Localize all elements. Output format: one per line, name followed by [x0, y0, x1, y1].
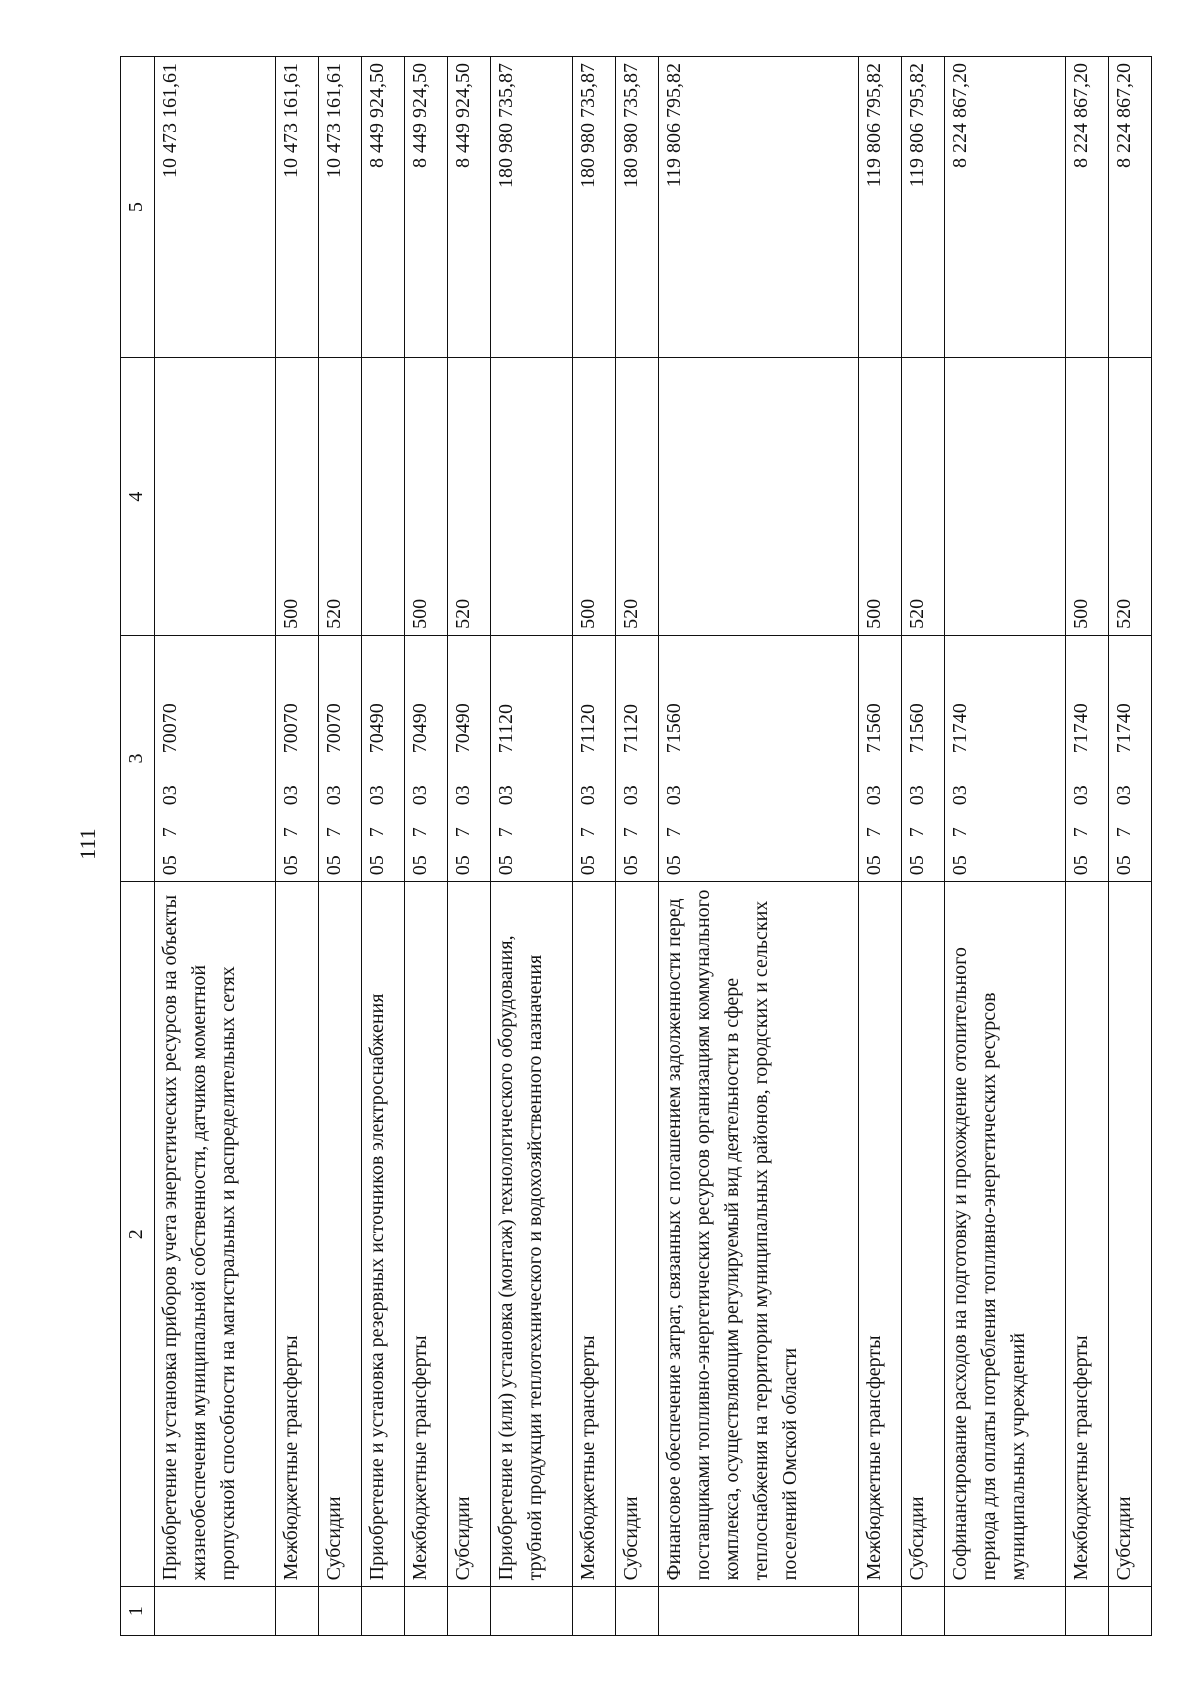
row-name-cell: Межбюджетные трансферты: [1065, 882, 1108, 1587]
table-row-program: [155, 57, 276, 1636]
budget-code: [492, 683, 521, 875]
code-part: 05: [948, 855, 971, 876]
table-row: [1065, 57, 1108, 1636]
code-part: 03: [577, 785, 600, 806]
header-col-4: 4: [121, 358, 155, 635]
code-part: 7: [948, 827, 971, 838]
budget-code: [617, 683, 646, 875]
budget-table-body: [121, 57, 1152, 1636]
row-name-cell: Субсидии: [1108, 882, 1151, 1587]
budget-code: [406, 683, 435, 875]
budget-code: [860, 683, 889, 875]
row-amount-cell: 8 449 924,50: [362, 57, 405, 358]
header-row: [121, 57, 155, 1636]
row-code-cell: [1065, 635, 1108, 881]
code-part: 03: [280, 785, 303, 806]
code-part: 71120: [577, 703, 600, 754]
table-row: [405, 57, 448, 1636]
row-type-cell: 520: [448, 358, 491, 635]
budget-code: [363, 683, 392, 875]
row-index-cell: [901, 1587, 944, 1636]
row-type-cell: [944, 358, 1065, 635]
row-type-cell: [659, 358, 858, 635]
row-type-cell: 500: [405, 358, 448, 635]
table-row-program: [659, 57, 858, 1636]
row-code-cell: [858, 635, 901, 881]
code-part: 05: [495, 855, 518, 876]
row-type-cell: 500: [276, 358, 319, 635]
row-name-cell: Субсидии: [616, 882, 659, 1587]
code-part: 05: [663, 855, 686, 876]
budget-code: [449, 683, 478, 875]
row-name-cell: Субсидии: [319, 882, 362, 1587]
row-index-cell: [1065, 1587, 1108, 1636]
row-index-cell: [1108, 1587, 1151, 1636]
budget-code: [277, 683, 306, 875]
row-code-cell: [659, 635, 858, 881]
row-amount-cell: 180 980 735,87: [573, 57, 616, 358]
table-row-program: [362, 57, 405, 1636]
code-part: 03: [862, 785, 885, 806]
row-name-cell: Межбюджетные трансферты: [276, 882, 319, 1587]
code-part: 05: [366, 855, 389, 876]
code-part: 03: [663, 785, 686, 806]
code-part: 70490: [366, 703, 389, 754]
row-amount-cell: 119 806 795,82: [659, 57, 858, 358]
code-part: 7: [366, 827, 389, 838]
row-code-cell: [573, 635, 616, 881]
code-part: 03: [159, 785, 181, 806]
budget-code: [1067, 683, 1096, 875]
row-amount-cell: 180 980 735,87: [616, 57, 659, 358]
row-amount-cell: 8 449 924,50: [405, 57, 448, 358]
row-code-cell: [405, 635, 448, 881]
code-part: 03: [366, 785, 389, 806]
header-col-3: 3: [121, 635, 155, 881]
code-part: 7: [1112, 827, 1135, 838]
code-part: 05: [409, 855, 432, 876]
code-part: 7: [663, 827, 686, 838]
code-part: 71740: [1112, 703, 1135, 754]
code-part: 03: [323, 785, 346, 806]
row-index-cell: [276, 1587, 319, 1636]
row-code-cell: [448, 635, 491, 881]
row-name-cell: Финансовое обеспечение затрат, связанных с погашением задолженности перед поставщиками топливно-энергетических ресурсов организациям коммунального комплекса, осуществляющим регулируемый вид деятельности в сфере теплоснабжения на территории муниципальных районов, городских и сельских поселений Омской области: [659, 882, 858, 1587]
row-type-cell: 520: [616, 358, 659, 635]
header-col-2: 2: [121, 882, 155, 1587]
row-name-cell: Субсидии: [448, 882, 491, 1587]
code-part: 05: [452, 855, 475, 876]
code-part: 7: [620, 827, 643, 838]
code-part: 71120: [495, 703, 518, 754]
row-index-cell: [858, 1587, 901, 1636]
code-part: 05: [323, 855, 346, 876]
row-amount-cell: 10 473 161,61: [319, 57, 362, 358]
row-index-cell: [448, 1587, 491, 1636]
code-part: 70490: [452, 703, 475, 754]
code-part: 05: [1112, 855, 1135, 876]
table-row: [1108, 57, 1151, 1636]
code-part: 03: [495, 785, 518, 806]
code-part: 7: [862, 827, 885, 838]
row-index-cell: [405, 1587, 448, 1636]
row-type-cell: [491, 358, 573, 635]
row-name-cell: Приобретение и (или) установка (монтаж) технологического оборудования, трубной продукции теплотехнического и водохозяйственного назначения: [491, 882, 573, 1587]
row-amount-cell: 8 224 867,20: [944, 57, 1065, 358]
code-part: 03: [620, 785, 643, 806]
code-part: 05: [280, 855, 303, 876]
code-part: 7: [409, 827, 432, 838]
row-code-cell: [616, 635, 659, 881]
row-amount-cell: 8 224 867,20: [1108, 57, 1151, 358]
row-name-cell: Субсидии: [901, 882, 944, 1587]
code-part: 03: [409, 785, 432, 806]
code-part: 70490: [409, 703, 432, 754]
page-number: 111: [75, 828, 100, 860]
row-code-cell: [491, 635, 573, 881]
budget-table-rotated: [120, 56, 1152, 1636]
row-type-cell: 500: [573, 358, 616, 635]
code-part: 7: [905, 827, 928, 838]
code-part: 71560: [905, 703, 928, 754]
code-part: 7: [577, 827, 600, 838]
row-index-cell: [491, 1587, 573, 1636]
table-row: [858, 57, 901, 1636]
code-part: 03: [905, 785, 928, 806]
code-part: 03: [948, 785, 971, 806]
row-amount-cell: 10 473 161,61: [155, 57, 276, 358]
code-part: 7: [1069, 827, 1092, 838]
row-code-cell: [944, 635, 1065, 881]
row-amount-cell: 180 980 735,87: [491, 57, 573, 358]
code-part: 03: [1069, 785, 1092, 806]
table-row: [901, 57, 944, 1636]
row-amount-cell: 119 806 795,82: [901, 57, 944, 358]
budget-code: [574, 683, 603, 875]
row-type-cell: 500: [858, 358, 901, 635]
row-amount-cell: 10 473 161,61: [276, 57, 319, 358]
table-row: [319, 57, 362, 1636]
table-row-program: [491, 57, 573, 1636]
row-type-cell: [362, 358, 405, 635]
row-name-cell: Межбюджетные трансферты: [858, 882, 901, 1587]
code-part: 71560: [663, 703, 686, 754]
budget-code: [1110, 683, 1139, 875]
budget-table-container: [120, 56, 1152, 1636]
code-part: 70070: [280, 703, 303, 754]
row-amount-cell: 119 806 795,82: [858, 57, 901, 358]
code-part: 7: [452, 827, 475, 838]
table-row: [276, 57, 319, 1636]
row-index-cell: [659, 1587, 858, 1636]
row-amount-cell: 8 224 867,20: [1065, 57, 1108, 358]
code-part: 05: [620, 855, 643, 876]
code-part: 05: [577, 855, 600, 876]
code-part: 05: [159, 855, 181, 876]
code-part: 70070: [159, 703, 181, 754]
row-name-cell: Приобретение и установка резервных источников электроснабжения: [362, 882, 405, 1587]
budget-code: [156, 683, 185, 875]
row-name-cell: Межбюджетные трансферты: [405, 882, 448, 1587]
row-code-cell: [1108, 635, 1151, 881]
code-part: 7: [159, 827, 181, 838]
header-col-1: 1: [121, 1587, 155, 1636]
code-part: 05: [1069, 855, 1092, 876]
row-type-cell: 500: [1065, 358, 1108, 635]
row-name-cell: Межбюджетные трансферты: [573, 882, 616, 1587]
row-code-cell: [319, 635, 362, 881]
row-type-cell: 520: [319, 358, 362, 635]
table-row: [616, 57, 659, 1636]
row-index-cell: [573, 1587, 616, 1636]
budget-code: [320, 683, 349, 875]
table-row: [448, 57, 491, 1636]
row-index-cell: [616, 1587, 659, 1636]
code-part: 71740: [1069, 703, 1092, 754]
code-part: 71120: [620, 703, 643, 754]
code-part: 05: [905, 855, 928, 876]
row-amount-cell: 8 449 924,50: [448, 57, 491, 358]
row-index-cell: [155, 1587, 276, 1636]
code-part: 05: [862, 855, 885, 876]
code-part: 7: [323, 827, 346, 838]
row-code-cell: [362, 635, 405, 881]
code-part: 03: [452, 785, 475, 806]
row-code-cell: [155, 635, 276, 881]
budget-code: [946, 683, 975, 875]
table-row: [573, 57, 616, 1636]
budget-code: [660, 683, 689, 875]
row-code-cell: [901, 635, 944, 881]
code-part: 7: [495, 827, 518, 838]
row-type-cell: 520: [1108, 358, 1151, 635]
row-code-cell: [276, 635, 319, 881]
row-type-cell: [155, 358, 276, 635]
code-part: 03: [1112, 785, 1135, 806]
row-index-cell: [944, 1587, 1065, 1636]
row-type-cell: 520: [901, 358, 944, 635]
header-col-5: 5: [121, 57, 155, 358]
code-part: 71740: [948, 703, 971, 754]
table-row-program: [944, 57, 1065, 1636]
budget-code: [903, 683, 932, 875]
row-name-cell: Софинансирование расходов на подготовку и прохождение отопительного периода для оплаты потребления топливно-энергетических ресурсов муниципальных учреждений: [944, 882, 1065, 1587]
code-part: 71560: [862, 703, 885, 754]
row-index-cell: [362, 1587, 405, 1636]
code-part: 7: [280, 827, 303, 838]
row-name-cell: Приобретение и установка приборов учета энергетических ресурсов на объекты жизнеобеспечения муниципальной собственности, датчиков моментной пропускной способности на магистральных и распределительных сетях: [155, 882, 276, 1587]
row-index-cell: [319, 1587, 362, 1636]
code-part: 70070: [323, 703, 346, 754]
budget-table: [120, 56, 1152, 1636]
